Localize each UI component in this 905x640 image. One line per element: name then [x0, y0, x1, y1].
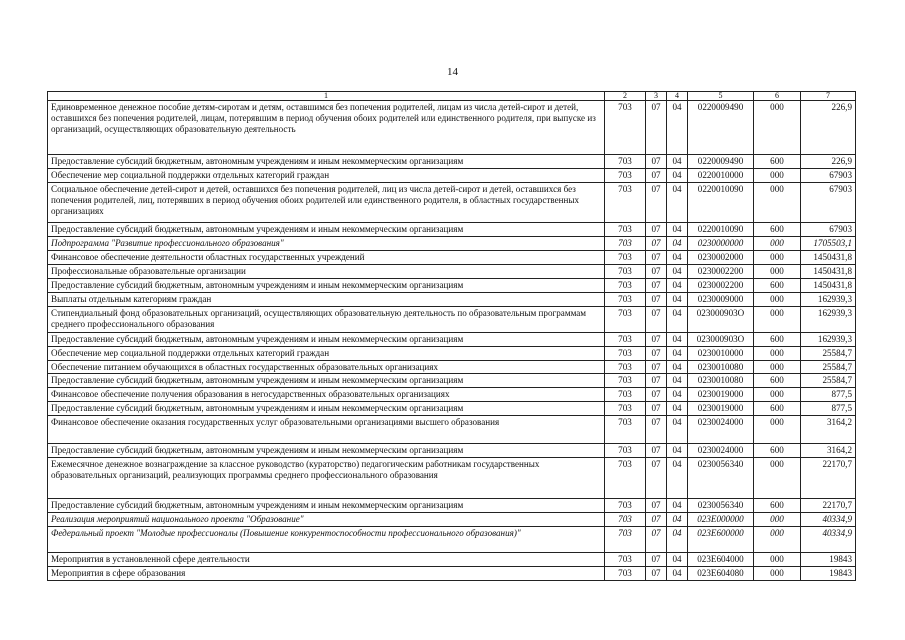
ministry-code: 703 — [605, 292, 646, 306]
subsection-code: 04 — [667, 566, 688, 580]
target-article-code: 0230009000 — [688, 292, 754, 306]
expense-type-code: 000 — [754, 388, 801, 402]
amount: 877,5 — [801, 402, 856, 416]
amount: 226,9 — [801, 101, 856, 155]
ministry-code: 703 — [605, 265, 646, 279]
target-article-code: 0230019000 — [688, 402, 754, 416]
section-code: 07 — [646, 155, 667, 169]
section-code: 07 — [646, 278, 667, 292]
ministry-code: 703 — [605, 346, 646, 360]
subsection-code: 04 — [667, 237, 688, 251]
expense-type-code: 000 — [754, 526, 801, 552]
target-article-code: 0230010080 — [688, 374, 754, 388]
subsection-code: 04 — [667, 332, 688, 346]
target-article-code: 0230002200 — [688, 265, 754, 279]
section-code: 07 — [646, 346, 667, 360]
subsection-code: 04 — [667, 552, 688, 566]
target-article-code: 0230010080 — [688, 360, 754, 374]
header-cell: 1 — [48, 92, 605, 101]
table-row — [48, 346, 856, 360]
ministry-code: 703 — [605, 360, 646, 374]
ministry-code: 703 — [605, 306, 646, 332]
ministry-code: 703 — [605, 512, 646, 526]
section-code: 07 — [646, 265, 667, 279]
ministry-code: 703 — [605, 223, 646, 237]
section-code: 07 — [646, 552, 667, 566]
table-row — [48, 251, 856, 265]
header-cell: 2 — [605, 92, 646, 101]
row-name: Федеральный проект "Молодые профессионалы (Повышение конкурентоспособности профессионального образования)" — [48, 526, 605, 552]
expense-type-code: 000 — [754, 360, 801, 374]
amount: 19843 — [801, 552, 856, 566]
amount: 25584,7 — [801, 346, 856, 360]
section-code: 07 — [646, 526, 667, 552]
expense-type-code: 000 — [754, 346, 801, 360]
section-code: 07 — [646, 566, 667, 580]
subsection-code: 04 — [667, 155, 688, 169]
header-cell: 3 — [646, 92, 667, 101]
expense-type-code: 000 — [754, 265, 801, 279]
subsection-code: 04 — [667, 306, 688, 332]
table-row — [48, 265, 856, 279]
row-name: Предоставление субсидий бюджетным, автономным учреждениям и иным некоммерческим организациям — [48, 374, 605, 388]
subsection-code: 04 — [667, 360, 688, 374]
amount: 1450431,8 — [801, 278, 856, 292]
target-article-code: 023000903О — [688, 332, 754, 346]
row-name: Реализация мероприятий национального проекта "Образование" — [48, 512, 605, 526]
row-name: Предоставление субсидий бюджетным, автономным учреждениям и иным некоммерческим организациям — [48, 402, 605, 416]
table-row — [48, 183, 856, 223]
subsection-code: 04 — [667, 526, 688, 552]
subsection-code: 04 — [667, 374, 688, 388]
expense-type-code: 000 — [754, 237, 801, 251]
expense-type-code: 000 — [754, 566, 801, 580]
amount: 25584,7 — [801, 360, 856, 374]
row-name: Стипендиальный фонд образовательных организаций, осуществляющих образовательную деятельность по образовательным программам среднего профессионального образования — [48, 306, 605, 332]
table-row — [48, 402, 856, 416]
ministry-code: 703 — [605, 402, 646, 416]
expense-type-code: 000 — [754, 169, 801, 183]
expense-type-code: 000 — [754, 512, 801, 526]
section-code: 07 — [646, 458, 667, 499]
row-name: Обеспечение питанием обучающихся в областных государственных образовательных организациях — [48, 360, 605, 374]
subsection-code: 04 — [667, 183, 688, 223]
header-cell: 7 — [801, 92, 856, 101]
ministry-code: 703 — [605, 101, 646, 155]
row-name: Предоставление субсидий бюджетным, автономным учреждениям и иным некоммерческим организациям — [48, 278, 605, 292]
section-code: 07 — [646, 237, 667, 251]
expense-type-code: 600 — [754, 332, 801, 346]
ministry-code: 703 — [605, 169, 646, 183]
expense-type-code: 600 — [754, 278, 801, 292]
expense-type-code: 000 — [754, 251, 801, 265]
amount: 40334,9 — [801, 512, 856, 526]
ministry-code: 703 — [605, 444, 646, 458]
header-cell: 5 — [688, 92, 754, 101]
ministry-code: 703 — [605, 416, 646, 444]
amount: 67903 — [801, 169, 856, 183]
header-cell: 4 — [667, 92, 688, 101]
amount: 25584,7 — [801, 374, 856, 388]
expense-type-code: 000 — [754, 552, 801, 566]
ministry-code: 703 — [605, 237, 646, 251]
section-code: 07 — [646, 416, 667, 444]
ministry-code: 703 — [605, 374, 646, 388]
section-code: 07 — [646, 251, 667, 265]
ministry-code: 703 — [605, 278, 646, 292]
table-row — [48, 237, 856, 251]
table-row — [48, 306, 856, 332]
subsection-code: 04 — [667, 251, 688, 265]
table-row — [48, 278, 856, 292]
ministry-code: 703 — [605, 499, 646, 513]
ministry-code: 703 — [605, 251, 646, 265]
target-article-code: 0230056340 — [688, 458, 754, 499]
target-article-code: 023Е604000 — [688, 552, 754, 566]
row-name: Предоставление субсидий бюджетным, автономным учреждениям и иным некоммерческим организациям — [48, 155, 605, 169]
subsection-code: 04 — [667, 388, 688, 402]
amount: 877,5 — [801, 388, 856, 402]
table-row — [48, 332, 856, 346]
table-row — [48, 526, 856, 552]
amount: 1450431,8 — [801, 251, 856, 265]
target-article-code: 0230002200 — [688, 278, 754, 292]
target-article-code: 023000903О — [688, 306, 754, 332]
amount: 19843 — [801, 566, 856, 580]
target-article-code: 0220010090 — [688, 183, 754, 223]
expense-type-code: 600 — [754, 402, 801, 416]
section-code: 07 — [646, 402, 667, 416]
target-article-code: 023Е600000 — [688, 526, 754, 552]
amount: 162939,3 — [801, 292, 856, 306]
target-article-code: 0230000000 — [688, 237, 754, 251]
target-article-code: 0220009490 — [688, 101, 754, 155]
amount: 22170,7 — [801, 458, 856, 499]
expense-type-code: 000 — [754, 458, 801, 499]
header-cell: 6 — [754, 92, 801, 101]
amount: 1705503,1 — [801, 237, 856, 251]
target-article-code: 0220010000 — [688, 169, 754, 183]
amount: 162939,3 — [801, 306, 856, 332]
row-name: Мероприятия в сфере образования — [48, 566, 605, 580]
row-name: Предоставление субсидий бюджетным, автономным учреждениям и иным некоммерческим организациям — [48, 332, 605, 346]
section-code: 07 — [646, 332, 667, 346]
table-row — [48, 416, 856, 444]
row-name: Профессиональные образовательные организации — [48, 265, 605, 279]
table-row — [48, 292, 856, 306]
target-article-code: 0230010000 — [688, 346, 754, 360]
row-name: Финансовое обеспечение оказания государственных услуг образовательными организациями высшего образования — [48, 416, 605, 444]
table-row — [48, 458, 856, 499]
ministry-code: 703 — [605, 332, 646, 346]
subsection-code: 04 — [667, 458, 688, 499]
row-name: Ежемесячное денежное вознаграждение за классное руководство (кураторство) педагогическим работникам государственных образовательных организаций, реализующих программы среднего профессионального образования — [48, 458, 605, 499]
section-code: 07 — [646, 306, 667, 332]
subsection-code: 04 — [667, 278, 688, 292]
amount: 40334,9 — [801, 526, 856, 552]
table-row — [48, 552, 856, 566]
expense-type-code: 000 — [754, 292, 801, 306]
header-row — [48, 92, 856, 101]
table-row — [48, 388, 856, 402]
amount: 3164,2 — [801, 416, 856, 444]
subsection-code: 04 — [667, 444, 688, 458]
page-number: 14 — [447, 66, 458, 78]
section-code: 07 — [646, 292, 667, 306]
table-row — [48, 499, 856, 513]
table-row — [48, 169, 856, 183]
row-name: Обеспечение мер социальной поддержки отдельных категорий граждан — [48, 346, 605, 360]
ministry-code: 703 — [605, 566, 646, 580]
expense-type-code: 600 — [754, 223, 801, 237]
row-name: Единовременное денежное пособие детям-сиротам и детям, оставшимся без попечения родителей, лицам из числа детей-сирот и детей, оставшихся без попечения родителей, лицам, потерявшим в период обучения обоих родителей или единственного родителя, при выпуске из организаций, осуществляющих образовательную деятельность — [48, 101, 605, 155]
table-row — [48, 101, 856, 155]
ministry-code: 703 — [605, 552, 646, 566]
table-row — [48, 444, 856, 458]
target-article-code: 0220010090 — [688, 223, 754, 237]
row-name: Социальное обеспечение детей-сирот и детей, оставшихся без попечения родителей, лиц из числа детей-сирот и детей, оставшихся без попечения родителей, лиц, потерявших в период обучения обоих родителей или единственного родителя, в областных государственных организациях — [48, 183, 605, 223]
target-article-code: 0220009490 — [688, 155, 754, 169]
table-row — [48, 566, 856, 580]
ministry-code: 703 — [605, 388, 646, 402]
subsection-code: 04 — [667, 346, 688, 360]
table-row — [48, 360, 856, 374]
ministry-code: 703 — [605, 155, 646, 169]
subsection-code: 04 — [667, 169, 688, 183]
row-name: Мероприятия в установленной сфере деятельности — [48, 552, 605, 566]
amount: 67903 — [801, 183, 856, 223]
target-article-code: 023Е000000 — [688, 512, 754, 526]
expense-type-code: 600 — [754, 499, 801, 513]
section-code: 07 — [646, 444, 667, 458]
section-code: 07 — [646, 183, 667, 223]
target-article-code: 0230019000 — [688, 388, 754, 402]
target-article-code: 023Е604080 — [688, 566, 754, 580]
section-code: 07 — [646, 360, 667, 374]
table-row — [48, 223, 856, 237]
target-article-code: 0230056340 — [688, 499, 754, 513]
amount: 22170,7 — [801, 499, 856, 513]
amount: 162939,3 — [801, 332, 856, 346]
target-article-code: 0230024000 — [688, 416, 754, 444]
table-row — [48, 374, 856, 388]
target-article-code: 0230002000 — [688, 251, 754, 265]
section-code: 07 — [646, 388, 667, 402]
subsection-code: 04 — [667, 223, 688, 237]
subsection-code: 04 — [667, 416, 688, 444]
table-row — [48, 512, 856, 526]
expense-type-code: 000 — [754, 306, 801, 332]
section-code: 07 — [646, 169, 667, 183]
subsection-code: 04 — [667, 265, 688, 279]
amount: 1450431,8 — [801, 265, 856, 279]
section-code: 07 — [646, 374, 667, 388]
row-name: Выплаты отдельным категориям граждан — [48, 292, 605, 306]
ministry-code: 703 — [605, 458, 646, 499]
subsection-code: 04 — [667, 292, 688, 306]
row-name: Предоставление субсидий бюджетным, автономным учреждениям и иным некоммерческим организациям — [48, 499, 605, 513]
table-row — [48, 155, 856, 169]
expense-type-code: 000 — [754, 416, 801, 444]
row-name: Обеспечение мер социальной поддержки отдельных категорий граждан — [48, 169, 605, 183]
row-name: Предоставление субсидий бюджетным, автономным учреждениям и иным некоммерческим организациям — [48, 223, 605, 237]
expense-type-code: 000 — [754, 101, 801, 155]
subsection-code: 04 — [667, 512, 688, 526]
row-name: Финансовое обеспечение получения образования в негосударственных образовательных организациях — [48, 388, 605, 402]
amount: 67903 — [801, 223, 856, 237]
row-name: Предоставление субсидий бюджетным, автономным учреждениям и иным некоммерческим организациям — [48, 444, 605, 458]
target-article-code: 0230024000 — [688, 444, 754, 458]
subsection-code: 04 — [667, 499, 688, 513]
section-code: 07 — [646, 223, 667, 237]
expense-type-code: 600 — [754, 155, 801, 169]
section-code: 07 — [646, 101, 667, 155]
ministry-code: 703 — [605, 183, 646, 223]
subsection-code: 04 — [667, 402, 688, 416]
expense-type-code: 600 — [754, 374, 801, 388]
section-code: 07 — [646, 499, 667, 513]
ministry-code: 703 — [605, 526, 646, 552]
section-code: 07 — [646, 512, 667, 526]
amount: 226,9 — [801, 155, 856, 169]
expense-type-code: 600 — [754, 444, 801, 458]
amount: 3164,2 — [801, 444, 856, 458]
subsection-code: 04 — [667, 101, 688, 155]
row-name: Финансовое обеспечение деятельности областных государственных учреждений — [48, 251, 605, 265]
expense-type-code: 000 — [754, 183, 801, 223]
budget-table — [47, 91, 856, 581]
row-name: Подпрограмма "Развитие профессионального образования" — [48, 237, 605, 251]
